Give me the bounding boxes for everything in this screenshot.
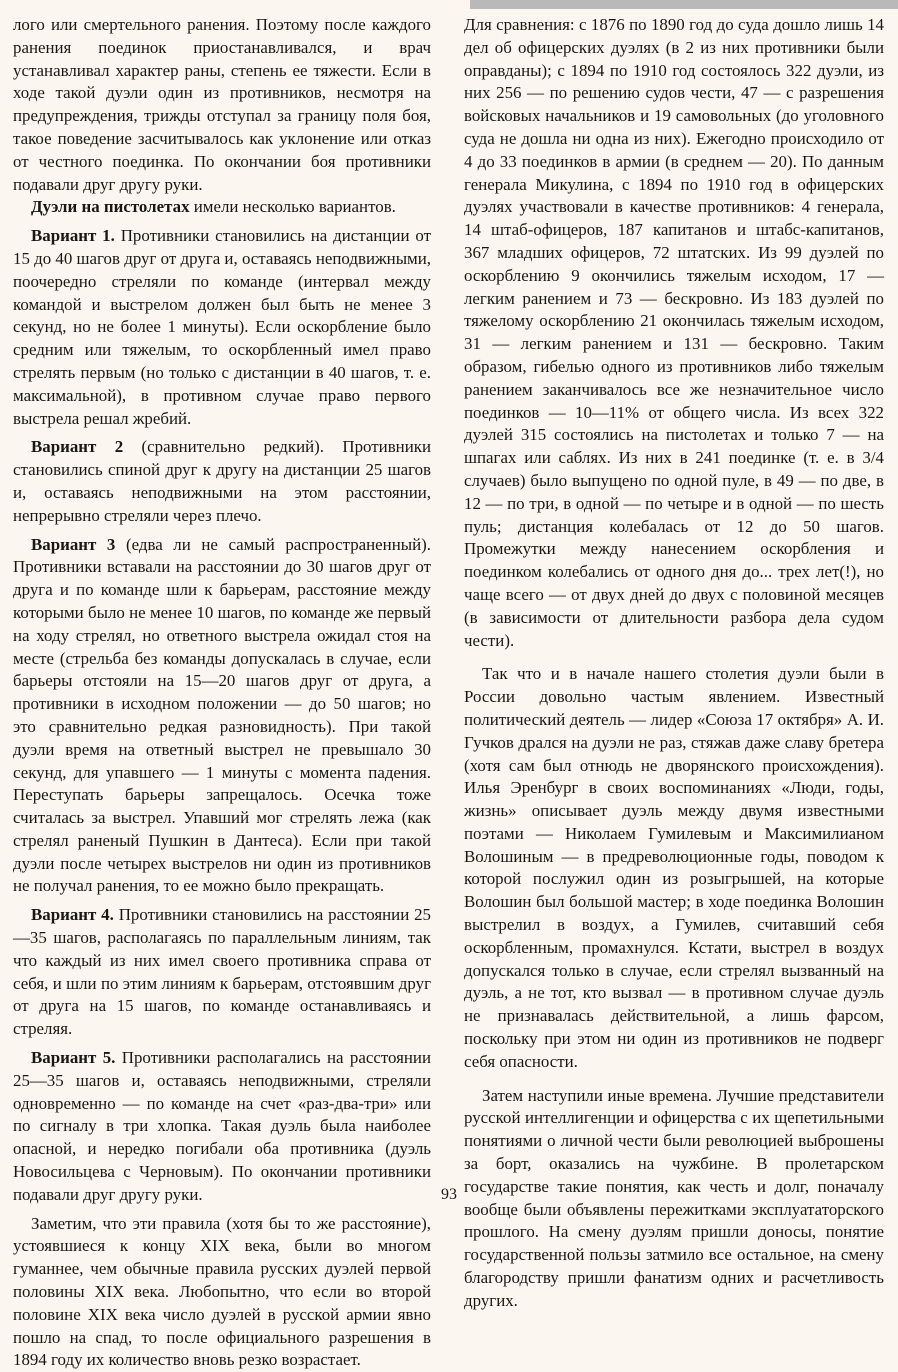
paragraph: Заметим, что эти правила (хотя бы то же расстояние), устоявшиеся к концу XIX века, были во многом гуманнее, чем обычные правила русских дуэлей первой половины XIX века. Любопытно, что если во второй половине XIX века число дуэлей в русской армии явно пошло на спад, то после официального разрешения в 1894 году их количество вновь резко возрастает. bbox=[13, 1213, 431, 1370]
bold-lead: Вариант 5. bbox=[31, 1048, 116, 1068]
bold-lead: Вариант 1. bbox=[31, 226, 115, 246]
paragraph bbox=[13, 196, 431, 219]
paragraph-variant-2 bbox=[13, 436, 431, 527]
paragraph: Затем наступили иные времена. Лучшие представители русской интеллигенции и офицерства с их щепетильными понятиями о личной чести были революцией выброшены за борт, оказались на чужбине. В пролетарском государстве такие понятия, как честь и долг, поначалу вообще были объявлены пережитками эксплуататорского прошлого. На смену дуэлям пришли доносы, понятие государственной пользы затмило все остальное, на смену благородству пришли фанатизм одних и расчетливость других. bbox=[464, 1085, 884, 1310]
paragraph-variant-5 bbox=[13, 1047, 431, 1207]
scan-edge-bar bbox=[470, 0, 898, 9]
bold-lead: Дуэли на пистолетах bbox=[31, 197, 190, 217]
paragraph-text: Противники располагались на расстоянии 25—35 шагов и, оставаясь неподвижными, стреляли одновременно — по команде на счет «раз-два-три» или по сигналу в три хлопка. Такая дуэль была наиболее опасной, и нередко погибали оба противника (дуэль Новосильцева с Черновым). По окончании противники подавали друг другу руки. bbox=[13, 1048, 432, 1204]
paragraph: Для сравнения: с 1876 по 1890 год до суда дошло лишь 14 дел об офицерских дуэлях (в 2 из них противники были оправданы); с 1894 по 1910 год состоялось 322 дуэли, из них 256 — по решению судов чести, 47 — с разрешения войсковых начальников и 19 самовольных (до уголовного суда не дошла ни одна из них). Ежегодно происходило от 4 до 33 поединков в армии (в среднем — 20). По данным генерала Микулина, с 1894 по 1910 год в офицерских дуэлях участвовали в качестве противников: 4 генерала, 14 штаб-офицеров, 187 капитанов и штабс-капитанов, 367 младших офицеров, 72 штатских. Из 99 дуэлей по оскорблению 9 окончились тяжелым исходом, 17 — легким ранением и 73 — бескровно. Из 183 дуэлей по тяжелому оскорблению 21 окончилась тяжелым исходом, 31 — легким ранением и 131 — бескровно. Таким образом, гибелью одного из противников либо тяжелым ранением заканчивалось все же незначительное число поединков — 10—11% от общего числа. Из всех 322 дуэлей 315 состоялись на пистолетах и только 7 — на шпагах или саблях. Из них в 241 поединке (т. е. в 3/4 случаев) было выпущено по одной пуле, в 49 — по две, в 12 — по три, в одной — по четыре и в одной — по шесть пуль; дистанция колебалась от 12 до 50 шагов. Промежутки между нанесением оскорбления и поединком колебались от одного дня до... трех лет(!), но чаще всего — от двух дней до двух с половиной месяцев (в зависимости от длительности разбора дела судом чести). bbox=[464, 15, 884, 650]
paragraph-text: имели несколько вариантов. bbox=[189, 197, 396, 217]
page-number: 93 bbox=[441, 1186, 457, 1203]
bold-lead: Вариант 2 bbox=[31, 437, 124, 457]
paragraph: лого или смертельного ранения. Поэтому после каждого ранения поединок приостанавливался, и врач устанавливал характер раны, степень ее тяжести. Если в ходе такой дуэли один из противников, несмотря на предупреждения, трижды отступал за границу поля боя, такое поведение засчитывалось как уклонение или отказ от честного поединка. По окончании боя противники подавали друг другу руки. bbox=[13, 15, 431, 194]
left-column bbox=[13, 14, 432, 1370]
paragraph-variant-4 bbox=[13, 904, 431, 1041]
right-column bbox=[464, 14, 884, 1310]
paragraph-variant-3 bbox=[13, 534, 431, 899]
bold-lead: Вариант 3 bbox=[31, 534, 116, 554]
paragraph-variant-1 bbox=[13, 225, 431, 430]
bold-lead: Вариант 4. bbox=[31, 905, 114, 925]
paragraph-text: (едва ли не самый распространенный). Противники вставали на расстоянии до 30 шагов друг от друга и по команде шли к барьерам, расстояние между которыми было не менее 10 шагов, по команде же первый на ходу стрелял, но ответного выстрела ожидал стоя на месте (стрельба без команды допускалась в случае, если барьеры отстояли на 15—20 шагов друг от друга, а противники в исходном положении — до 50 шагов; но это сравнительно редкая разновидность). При такой дуэли время на ответный выстрел не превышало 30 секунд, для упавшего — 1 минуты с момента падения. Переступать барьеры запрещалось. Осечка тоже считалась за выстрел. Упавший мог стрелять лежа (как стрелял раненый Пушкин в Дантеса). Если при такой дуэли после четырех выстрелов ни один из противников не получал ранения, то ее можно было прекращать. bbox=[13, 534, 431, 896]
paragraph: Так что и в начале нашего столетия дуэли были в России довольно частым явлением. Известный политический деятель — лидер «Союза 17 октября» А. И. Гучков дрался на дуэли не раз, стяжав даже славу бретера (хотя сам был отнюдь не дворянского происхождения). Илья Эренбург в своих воспоминаниях «Люди, годы, жизнь» описывает дуэль между двумя известными поэтами — Николаем Гумилевым и Максимилианом Волошиным — в предреволюционные годы, поводом к которой послужил один из розыгрышей, на которые Волошин был большой мастер; в ходе поединка Волошин выстрелил в воздух, а Гумилев, считавший себя оскорбленным, промахнулся. Кстати, выстрел в воздух допускался только в случае, если стрелял вызванный на дуэль, а не тот, кто вызвал — в противном случае дуэль не признавалась действительной, а лишь фарсом, поскольку при этом ни один из противников не подверг себя опасности. bbox=[464, 664, 884, 1071]
paragraph-text: (сравнительно редкий). Противники становились спиной друг к другу на дистанции 25 шагов и, оставаясь неподвижными на этом расстоянии, непрерывно стреляли через плечо. bbox=[13, 437, 431, 525]
paragraph-text: Противники становились на расстоянии 25—35 шагов, располагаясь по параллельным линиям, так что каждый из них имел своего противника справа от себя, и шли по этим линиям к барьерам, отстоявшим друг от друга на 15 шагов, по команде останавливаясь и стреляя. bbox=[13, 905, 431, 1039]
paragraph-text: Противники становились на дистанции от 15 до 40 шагов друг от друга и, оставаясь неподвижными, поочередно стреляли по команде (интервал между командой и выстрелом должен был быть не менее 3 секунд, но не более 1 минуты). Если оскорбление было средним или тяжелым, то оскорбленный имел право стрелять первым (но только с дистанции в 40 шагов, т. е. максимальной), в противном случае право первого выстрела решал жребий. bbox=[13, 226, 431, 428]
